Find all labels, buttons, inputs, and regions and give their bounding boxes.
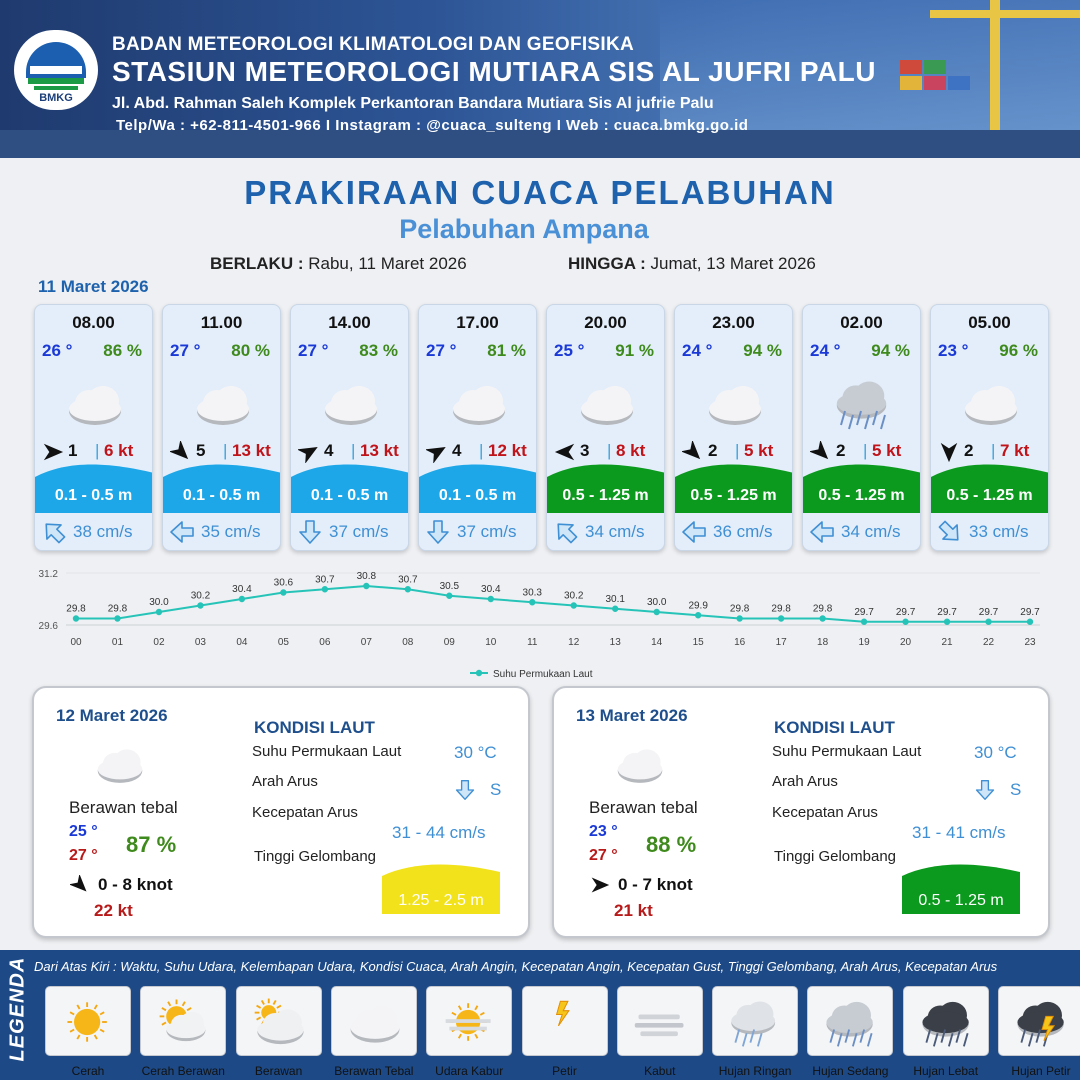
current-direction-icon [297,519,323,545]
data-point [239,596,245,602]
wave-height: 0.1 - 0.5 m [182,487,261,504]
wave-height-label: Tinggi Gelombang [254,848,377,865]
x-tick-label: 21 [941,637,953,648]
x-tick-label: 19 [858,637,870,648]
data-label: 30.2 [190,590,211,602]
legend-item [426,986,512,1056]
valid-from [210,254,467,274]
min-temperature: 25 ° [69,823,98,840]
wind-row [675,439,792,463]
x-tick-label: 07 [360,637,372,648]
current-speed: 37 cm/s [457,522,517,541]
wave-height: 0.5 - 1.25 m [690,487,777,504]
current-direction-icon [454,776,476,804]
legend-item [712,986,798,1056]
max-temperature: 27 ° [589,847,618,864]
air-temperature: 27 ° [298,341,329,360]
gust-speed: 8 kt [616,441,646,460]
data-point [322,586,328,592]
legend-item [903,986,989,1056]
x-tick-label: 06 [319,637,331,648]
series-line [76,586,1030,622]
sea-condition-title: KONDISI LAUT [254,718,375,737]
data-point [985,619,991,625]
cerah-icon [59,994,119,1050]
current-row [803,517,920,547]
legend-entry: Suhu Permukaan Laut [493,669,593,680]
sst-label: Suhu Permukaan Laut [772,743,922,760]
wind-row [803,439,920,463]
gust-speed: 21 kt [614,901,653,920]
data-label: 29.7 [937,606,957,618]
legend-item [331,986,417,1056]
container-illustration [900,60,922,74]
data-point [653,609,659,615]
wind-speed: 5 [196,441,206,460]
hujan-ringan-icon [726,994,786,1050]
wave-height-label: Tinggi Gelombang [774,848,897,865]
legend-item [998,986,1080,1056]
data-point [488,596,494,602]
wave-height-value: 1.25 - 2.5 m [398,892,484,909]
current-speed-label: Kecepatan Arus [772,804,878,821]
max-temperature: 27 ° [69,847,98,864]
kabut-icon [631,994,691,1050]
wind-direction-icon [590,875,610,895]
data-point [73,615,79,621]
wind-row [163,439,280,463]
separator: | [863,441,868,460]
wind-speed: 0 - 8 knot [98,875,173,894]
forecast-time: 23.00 [712,313,755,332]
sea-surface-temperature-chart [30,562,1050,680]
x-tick-label: 22 [982,637,995,648]
page-title: PRAKIRAAN CUACA PELABUHAN [244,174,836,211]
berawan-tebal-icon [316,375,386,431]
current-direction-icon [681,519,707,545]
header-floor [0,130,1080,158]
wind-direction-icon [42,441,64,463]
current-direction-label: Arah Arus [252,773,318,790]
separator: | [95,441,100,460]
sst-label: Suhu Permukaan Laut [252,743,402,760]
legend-item [522,986,608,1056]
station-name: STASIUN METEOROLOGI MUTIARA SIS AL JUFRI PALU [112,56,876,87]
wind-direction-icon [298,441,320,463]
legend-description: Dari Atas Kiri : Waktu, Suhu Udara, Kelembapan Udara, Kondisi Cuaca, Arah Angin, Kecepatan Angin, Kecepatan Gust, Tinggi Gelombang, Arah Arus, Kecepatan Arus [34,959,998,974]
humidity: 94 % [871,341,910,360]
current-direction-icon [974,776,996,804]
wind-direction-icon [938,441,960,463]
data-point [736,615,742,621]
current-speed: 36 cm/s [713,522,773,541]
data-point [529,599,535,605]
berawan-tebal-icon [572,375,642,431]
data-point [612,606,618,612]
humidity: 94 % [743,341,782,360]
wind-speed: 3 [580,441,590,460]
separator: | [607,441,612,460]
data-point [944,619,950,625]
gust-speed: 13 kt [232,441,271,460]
current-row [675,517,792,547]
data-point [861,619,867,625]
data-label: 29.8 [107,603,128,615]
container-illustration [900,76,922,90]
valid-from-value: Rabu, 11 Maret 2026 [308,254,467,273]
station-contact: Telp/Wa : +62-811-4501-966 I Instagram : @cuaca_sulteng I Web : cuaca.bmkg.go.id [116,117,749,134]
panel-date: 13 Maret 2026 [576,706,688,725]
x-tick-label: 01 [111,637,124,648]
separator: | [351,441,356,460]
wind-speed: 1 [68,441,78,460]
wind-direction-icon [810,441,832,463]
x-tick-label: 11 [527,637,538,648]
separator: | [735,441,740,460]
berawan-tebal-icon [610,740,670,788]
forecast-time: 11.00 [200,313,243,332]
berawan-tebal-icon [188,375,258,431]
berawan-tebal-icon [444,375,514,431]
current-direction-value: S [490,780,502,799]
humidity: 81 % [487,341,526,360]
data-point [405,586,411,592]
wind-speed: 2 [964,441,974,460]
berawan-tebal-icon [345,994,405,1050]
current-direction-icon [425,519,451,545]
x-tick-label: 14 [651,637,663,648]
separator: | [991,441,996,460]
x-tick-label: 10 [485,637,497,648]
current-row [547,517,664,547]
x-tick-label: 08 [402,637,414,648]
legend-marker [476,670,482,676]
udara-kabur-icon [440,994,500,1050]
valid-to-label: HINGGA : [568,254,646,273]
container-illustration [948,76,970,90]
wind-speed: 0 - 7 knot [618,875,693,894]
data-label: 30.0 [149,597,169,608]
legend-item [140,986,226,1056]
data-label: 29.8 [66,603,86,615]
container-illustration [924,76,946,90]
data-label: 30.1 [605,593,625,605]
forecast-time: 14.00 [328,313,371,332]
forecast-card [674,304,793,551]
air-temperature: 27 ° [170,341,201,360]
forecast-card [418,304,537,551]
data-label: 30.0 [646,597,667,608]
berawan-tebal-icon [956,375,1026,431]
data-label: 30.6 [273,577,294,589]
valid-from-label: BERLAKU : [210,254,304,273]
legend-item-label: Hujan Petir [1011,1064,1071,1078]
cerah-berawan-icon [154,994,214,1050]
forecast-card [930,304,1049,551]
data-point [280,589,286,595]
data-label: 30.5 [439,580,460,592]
x-tick-label: 00 [70,637,82,648]
humidity: 96 % [999,341,1038,360]
x-tick-label: 05 [277,637,289,648]
current-speed: 38 cm/s [73,522,133,541]
current-direction-icon [169,519,195,545]
current-direction-icon [553,519,579,545]
data-label: 29.8 [812,603,833,615]
wind-speed: 2 [708,441,718,460]
current-direction-icon [937,519,963,545]
min-temperature: 23 ° [589,823,618,840]
wind-direction-icon [170,441,192,463]
bmkg-logo [14,30,98,110]
gust-speed: 7 kt [1000,441,1030,460]
current-speed: 34 cm/s [585,522,645,541]
valid-to [568,254,816,274]
current-row [931,517,1048,547]
air-temperature: 24 ° [810,341,841,360]
legend-label: LEGENDA [6,956,29,1062]
gust-speed: 6 kt [104,441,134,460]
data-label: 29.9 [688,600,708,612]
x-tick-label: 12 [568,637,580,648]
current-row [163,517,280,547]
current-speed-value: 31 - 41 cm/s [912,823,1006,842]
gust-speed: 22 kt [94,901,133,920]
current-row [419,517,536,547]
air-temperature: 26 ° [42,341,73,360]
data-label: 30.4 [232,584,252,595]
logo-text: BMKG [39,92,73,104]
weather-condition: Berawan tebal [69,798,178,817]
wind-direction-icon [554,441,576,463]
berawan-tebal-icon [60,375,130,431]
sst-value: 30 °C [974,743,1017,762]
panel-date: 12 Maret 2026 [56,706,168,725]
data-label: 30.7 [398,574,418,586]
legend-item [617,986,703,1056]
current-speed: 35 cm/s [201,522,261,541]
data-label: 30.3 [522,587,542,599]
current-row [35,517,152,547]
gust-speed: 5 kt [744,441,774,460]
legend-item [236,986,322,1056]
berawan-tebal-icon [700,375,770,431]
sea-condition-title: KONDISI LAUT [774,718,895,737]
current-speed: 37 cm/s [329,522,389,541]
wave-height: 0.1 - 0.5 m [54,487,133,504]
valid-to-value: Jumat, 13 Maret 2026 [650,254,816,273]
data-label: 30.7 [315,574,335,586]
data-point [778,615,784,621]
humidity: 83 % [359,341,398,360]
forecast-card [162,304,281,551]
legend-item-label: Cerah [71,1064,105,1078]
wind-speed: 4 [452,441,462,460]
data-label: 30.8 [356,571,377,582]
gust-speed: 12 kt [488,441,527,460]
legend-item-label: Hujan Ringan [718,1064,792,1078]
legend-item-label: Hujan Lebat [913,1064,979,1078]
wind-row [419,439,536,463]
container-illustration [924,60,946,74]
wind-speed: 4 [324,441,334,460]
x-tick-label: 04 [236,637,248,648]
hujan-lebat-icon [917,994,977,1050]
wind-direction-icon [70,875,90,895]
separator: | [223,441,228,460]
x-tick-label: 16 [734,637,746,648]
wind-row [291,439,408,463]
data-point [197,602,203,608]
data-point [819,615,825,621]
data-label: 29.8 [771,603,791,615]
legend-item-label: Berawan [254,1064,303,1078]
forecast-time: 17.00 [456,313,499,332]
x-tick-label: 23 [1024,637,1036,648]
x-tick-label: 15 [692,637,704,648]
data-label: 29.7 [854,606,874,618]
gust-speed: 5 kt [872,441,902,460]
air-temperature: 27 ° [426,341,457,360]
data-label: 30.4 [481,584,501,595]
station-address: Jl. Abd. Rahman Saleh Komplek Perkantoran Bandara Mutiara Sis Al jufrie Palu [112,95,714,112]
wave-height: 0.5 - 1.25 m [562,487,649,504]
legend-item-label: Kabut [644,1064,676,1078]
wind-direction-icon [426,441,448,463]
berawan-icon [250,994,310,1050]
wind-row [547,439,664,463]
forecast-card [34,304,153,551]
legend-item-label: Berawan Tebal [334,1064,414,1078]
x-tick-label: 18 [817,637,829,648]
data-label: 29.7 [895,606,916,618]
current-direction-value: S [1010,780,1022,799]
humidity: 91 % [615,341,654,360]
data-label: 29.8 [729,603,750,615]
legend-item [807,986,893,1056]
current-speed-label: Kecepatan Arus [252,804,358,821]
wave-height: 0.1 - 0.5 m [438,487,517,504]
wave-height-value: 0.5 - 1.25 m [918,892,1004,909]
petir-icon [536,994,596,1050]
crane-arm-illustration [930,10,1080,18]
data-point [156,609,162,615]
header-banner [0,0,1080,158]
data-label: 29.7 [978,606,999,618]
day1-date: 11 Maret 2026 [38,277,149,296]
current-direction-icon [41,519,67,545]
air-temperature: 23 ° [938,341,969,360]
y-tick-label: 31.2 [38,569,58,580]
data-point [571,602,577,608]
legend-item-label: Petir [552,1064,577,1078]
current-speed: 34 cm/s [841,522,901,541]
humidity: 80 % [231,341,270,360]
forecast-card [802,304,921,551]
data-point [114,615,120,621]
current-speed-value: 31 - 44 cm/s [392,823,486,842]
air-temperature: 24 ° [682,341,713,360]
legend-item [45,986,131,1056]
forecast-time: 08.00 [72,313,115,332]
data-point [1027,619,1033,625]
forecast-card [546,304,665,551]
berawan-tebal-icon [90,740,150,788]
port-name: Pelabuhan Ampana [399,214,649,244]
daily-forecast-panel [552,686,1050,938]
gust-speed: 13 kt [360,441,399,460]
data-label: 29.7 [1020,606,1040,618]
forecast-time: 05.00 [968,313,1011,332]
current-speed: 33 cm/s [969,522,1029,541]
y-tick-label: 29.6 [38,621,58,632]
hujan-sedang-icon [828,375,898,431]
humidity: 88 % [646,832,697,857]
humidity: 87 % [126,832,177,857]
wind-speed: 2 [836,441,846,460]
wind-direction-icon [682,441,704,463]
x-tick-label: 20 [900,637,912,648]
data-point [902,619,908,625]
wave-height: 0.1 - 0.5 m [310,487,389,504]
humidity: 86 % [103,341,142,360]
data-label: 30.2 [564,590,584,602]
forecast-time: 20.00 [584,313,627,332]
wave-height: 0.5 - 1.25 m [946,487,1033,504]
wind-row [35,439,152,463]
legend-item-label: Udara Kabur [435,1064,504,1078]
x-tick-label: 03 [194,637,206,648]
x-tick-label: 17 [775,637,787,648]
x-tick-label: 09 [443,637,455,648]
x-tick-label: 13 [609,637,621,648]
current-direction-icon [809,519,835,545]
crane-illustration [990,0,1000,130]
x-tick-label: 02 [153,637,165,648]
data-point [695,612,701,618]
daily-forecast-panel [32,686,530,938]
sst-value: 30 °C [454,743,497,762]
current-row [291,517,408,547]
data-point [363,583,369,589]
wave-height: 0.5 - 1.25 m [818,487,905,504]
legend-item-label: Cerah Berawan [141,1064,225,1078]
current-direction-label: Arah Arus [772,773,838,790]
separator: | [479,441,484,460]
legend-item-label: Hujan Sedang [812,1064,889,1078]
weather-condition: Berawan tebal [589,798,698,817]
wind-row [931,439,1048,463]
agency-name: BADAN METEOROLOGI KLIMATOLOGI DAN GEOFISIKA [112,34,635,55]
air-temperature: 25 ° [554,341,585,360]
data-point [446,593,452,599]
hujan-petir-icon [1012,994,1072,1050]
forecast-time: 02.00 [840,313,883,332]
hujan-sedang-icon [821,994,881,1050]
forecast-card [290,304,409,551]
